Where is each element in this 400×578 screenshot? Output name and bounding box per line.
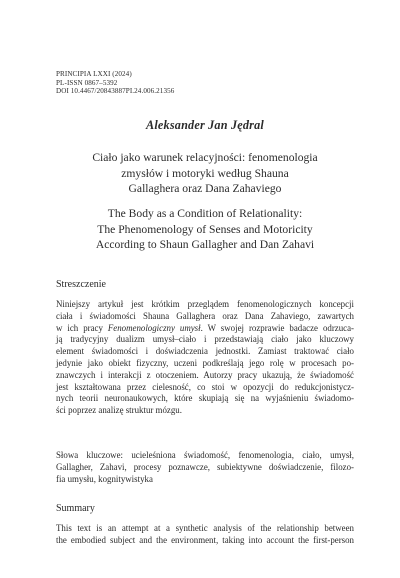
author-name: Aleksander Jan Jędral: [146, 118, 264, 132]
title-en-line: The Body as a Condition of Relationality:: [107, 207, 303, 220]
abstract-line: nych teorii neuronaukowych, które skupiają się na wyjaśnieniu świadomo-: [56, 393, 354, 404]
title-pl-line: Ciało jako warunek relacyjności: fenomenologia: [92, 151, 318, 164]
streszczenie-body: [56, 299, 354, 417]
abstract-line: jedynie jako obiekt fizyczny, uczeni podkreślają jego rolę w procesach po-: [56, 357, 354, 368]
summary-line: This text is an attempt at a synthetic analysis of the relationship between: [56, 523, 354, 533]
abstract-line: w ich pracy Fenomenologiczny umysł. W swojej rozprawie badacze odrzuca-: [56, 322, 354, 333]
summary-line: the embodied subject and the environment, taking into account the first-person: [56, 534, 354, 545]
keywords-line: Gallagher, Zahavi, procesy poznawcze, subiektywne doświadczenie, filozo-: [56, 461, 354, 472]
abstract-line: jest kształtowana przez cielesność, co stoi w opozycji do redukcjonistycz-: [56, 381, 354, 392]
title-en-line: The Phenomenology of Senses and Motoricity: [97, 222, 313, 236]
keywords-line: fia umysłu, kognitywistyka: [56, 473, 153, 484]
title-english: [56, 206, 354, 253]
publication-metadata: [56, 70, 174, 96]
journal-line: PRINCIPIA LXXI (2024): [56, 70, 132, 78]
doi-line: DOI 10.4467/20843887PI.24.006.21356: [56, 87, 175, 96]
title-en-line: According to Shaun Gallagher and Dan Zahavi: [95, 238, 315, 252]
abstract-line: ją tradycyjny dualizm umysł–ciało i przedstawiają ciało jako kluczowy: [56, 334, 354, 345]
keywords-line: Słowa kluczowe: ucieleśniona świadomość, fenomenologia, ciało, umysł,: [56, 450, 354, 460]
title-pl-line: zmysłów i motoryki według Shauna: [121, 166, 289, 180]
summary-body: [56, 523, 354, 547]
abstract-line: Niniejszy artykuł jest krótkim przeglądem fenomenologicznych koncepcji: [56, 299, 354, 309]
title-pl-line: Gallaghera oraz Dana Zahaviego: [128, 182, 282, 196]
abstract-line: ciała i świadomości Shauna Gallaghera oraz Dana Zahaviego, zawartych: [56, 310, 354, 321]
title-polish: [56, 150, 354, 197]
abstract-line: znawczych i interakcji z otoczeniem. Autorzy pracy ukazują, że świadomość: [56, 369, 354, 380]
issn-line: PL-ISSN 0867–5392: [56, 78, 118, 87]
book-title: Fenomenologiczny umysł: [107, 322, 201, 333]
keywords-block: [56, 450, 354, 485]
abstract-line: element świadomości i doświadczenia jednostki. Zamiast traktować ciało: [56, 346, 354, 357]
abstract-line: ści poprzez analizę struktur mózgu.: [56, 405, 182, 416]
streszczenie-heading: Streszczenie: [56, 279, 106, 290]
summary-heading: Summary: [56, 503, 95, 514]
